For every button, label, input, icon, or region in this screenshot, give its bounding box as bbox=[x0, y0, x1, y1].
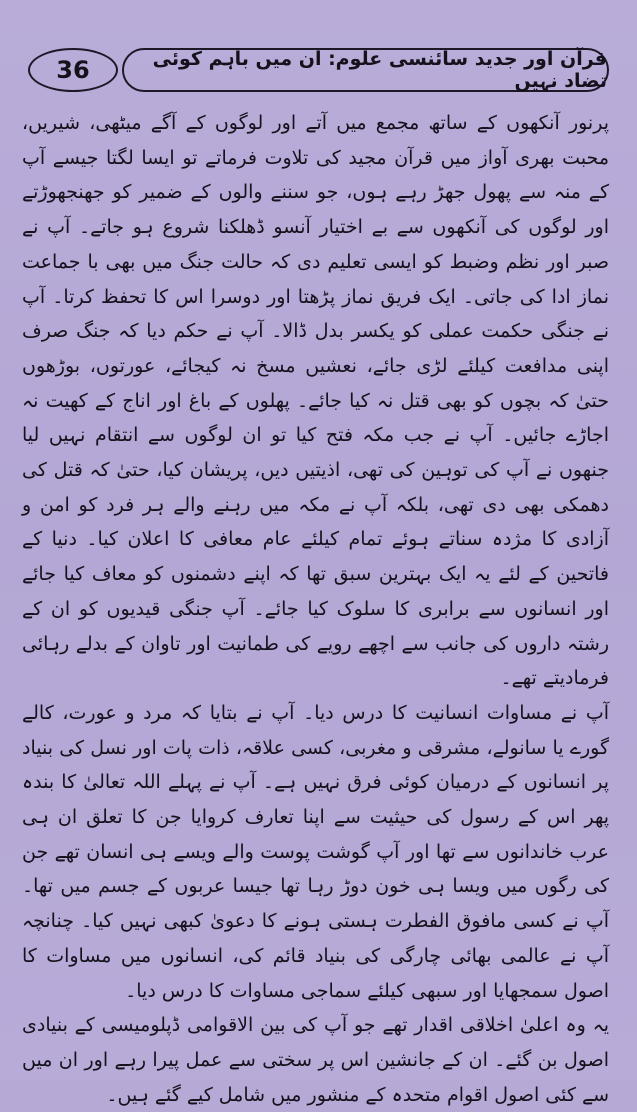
paragraph-3: یہ وہ اعلیٰ اخلاقی اقدار تھے جو آپ کی بین الاقوامی ڈپلومیسی کے بنیادی اصول بن گئے۔ ان کے جانشین اس پر سختی سے عمل پیرا رہے اور ان میں سے کئی اصول اقوام متحدہ کے منشور میں شامل کیے گئے ہیں۔ bbox=[22, 1014, 609, 1106]
paragraph-1: پرنور آنکھوں کے ساتھ مجمع میں آتے اور لوگوں کے آگے میٹھی، شیریں، محبت بھری آواز میں قرآن مجید کی تلاوت فرماتے تو ایسا لگتا جیسے آپ کے منہ سے پھول جھڑ رہے ہوں، جو سننے والوں کے ضمیر کو جھنجھوڑتے اور لوگوں کی آنکھوں سے بے اختیار آنسو ڈھلکنا شروع ہو جاتے۔ آپ نے صبر اور نظم وضبط کو ایسی تعلیم دی کہ حالت جنگ میں بھی با جماعت نماز ادا کی جاتی۔ ایک فریق نماز پڑھتا اور دوسرا اس کا تحفظ کرتا۔ آپ نے جنگی حکمت عملی کو یکسر بدل ڈالا۔ آپ نے حکم دیا کہ جنگ صرف اپنی مدافعت کیلئے لڑی جائے، نعشیں مسخ نہ کیجائے، عورتوں، بوڑھوں حتیٰ کہ بچوں کو بھی قتل نہ کیا جائے۔ پھلوں کے باغ اور اناج کے کھیت نہ اجاڑے جائیں۔ آپ نے جب مکہ فتح کیا تو ان لوگوں سے انتقام نہیں لیا جنھوں نے آپ کی توہین کی تھی، اذیتیں دیں، پریشان کیا، حتیٰ کہ قتل کی دھمکی بھی دی تھی، بلکہ آپ نے مکہ میں رہنے والے ہر فرد کو امن و آزادی کا مژدہ سناتے ہوئے تمام کیلئے عام معافی کا اعلان کیا۔ دنیا کے فاتحین کے لئے یہ ایک بہترین سبق تھا کہ اپنے دشمنوں کو معاف کیا جائے اور انسانوں سے برابری کا سلوک کیا جائے۔ آپ جنگی قیدیوں کو ان کے رشتہ داروں کی جانب سے اچھے رویے کی طمانیت اور تاوان کے بدلے رہائی فرمادیتے تھے۔ bbox=[22, 112, 609, 690]
page-header bbox=[22, 48, 609, 94]
running-title: قرآن اور جدید سائنسی علوم: ان میں باہم کوئی تضاد نہیں bbox=[122, 48, 609, 92]
body-text bbox=[22, 106, 609, 1112]
paragraph-2: آپ نے مساوات انسانیت کا درس دیا۔ آپ نے بتایا کہ مرد و عورت، کالے گورے یا سانولے، مشرقی و مغربی، کسی علاقہ، ذات پات اور نسل کی بنیاد پر انسانوں کے درمیان کوئی فرق نہیں ہے۔ آپ نے پہلے اللہ تعالیٰ کا بندہ پھر اس کے رسول کی حیثیت سے اپنا تعارف کروایا جن کا تعلق ان ہی عرب خاندانوں سے تھا اور آپ گوشت پوست والے ویسے ہی انسان تھے جن کی رگوں میں ویسا ہی خون دوڑ رہا تھا جیسا عربوں کے جسم میں تھا۔ آپ نے کسی مافوق الفطرت ہستی ہونے کا دعویٰ کبھی نہیں کیا۔ چنانچہ آپ نے عالمی بھائی چارگی کی بنیاد قائم کی، انسانوں میں مساوات کا اصول سمجھایا اور سبھی کیلئے سماجی مساوات کا درس دیا۔ bbox=[22, 701, 609, 1002]
page-number: 36 bbox=[28, 48, 118, 92]
